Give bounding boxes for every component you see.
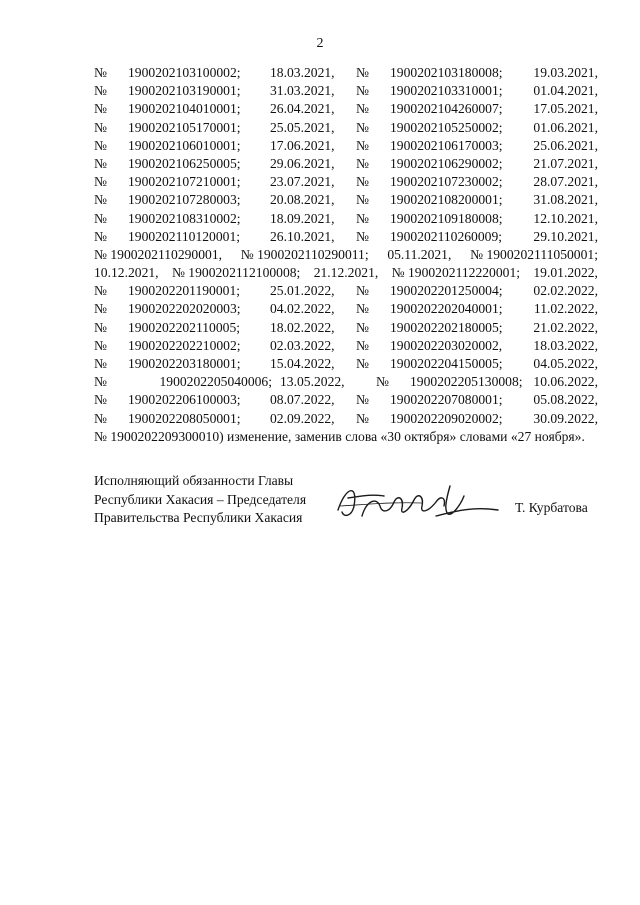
registry-row <box>94 337 598 355</box>
registry-date: 21.07.2021, <box>533 155 598 171</box>
registry-number: 1900202106250005; <box>128 155 241 171</box>
number-sign: № <box>94 101 107 117</box>
registry-number: 1900202106290002; <box>390 155 503 171</box>
registry-number: 1900202110120001; <box>128 228 241 244</box>
number-sign: № <box>356 283 369 299</box>
page-number: 2 <box>316 36 324 51</box>
registry-row <box>94 82 598 100</box>
registry-date: 01.06.2021, <box>533 119 598 135</box>
number-sign: № <box>94 374 107 390</box>
registry-number: 1900202103310001; <box>390 83 503 99</box>
registry-row <box>94 410 598 428</box>
registry-number: 1900202204150005; <box>390 356 503 371</box>
registry-number: 1900202203180001; <box>128 356 241 371</box>
registry-date: 12.10.2021, <box>533 210 598 226</box>
number-sign: № <box>356 83 369 99</box>
text-line-12 <box>94 264 598 282</box>
number-sign: № <box>94 337 107 353</box>
document-body <box>94 64 598 446</box>
registry-date: 31.03.2021, <box>270 83 335 99</box>
registry-date: 04.05.2022, <box>533 356 598 371</box>
number-sign: № <box>356 174 369 190</box>
number-sign: № <box>94 392 107 408</box>
registry-date: 02.02.2022, <box>533 283 598 299</box>
registry-date: 23.07.2021, <box>270 174 335 190</box>
registry-number: 1900202106170003; <box>390 137 503 153</box>
registry-row <box>94 373 598 391</box>
registry-row <box>94 173 598 191</box>
text-segment: 10.12.2021, <box>94 265 159 281</box>
registry-number: 1900202202180005; <box>390 319 503 335</box>
registry-number: 1900202104010001; <box>128 101 241 117</box>
registry-number: 1900202108310002; <box>128 210 241 226</box>
number-sign: № <box>356 356 369 371</box>
registry-number: 1900202106010001; <box>128 137 241 153</box>
number-sign: № <box>94 174 107 190</box>
text-segment: № 1900202110290011; <box>240 246 369 262</box>
registry-date: 25.01.2022, <box>270 283 335 299</box>
number-sign: № <box>356 228 369 244</box>
text-segment: № 1900202112100008; <box>171 265 301 281</box>
number-sign: № <box>94 356 107 371</box>
text-segment: № 1900202111050001; <box>470 246 598 262</box>
number-sign: № <box>94 155 107 171</box>
registry-number: 1900202202210002; <box>128 337 241 353</box>
registry-row <box>94 155 598 173</box>
number-sign: № <box>94 410 107 426</box>
registry-number: 1900202103180008; <box>390 65 503 80</box>
registry-number: 1900202209020002; <box>390 410 503 426</box>
number-sign: № <box>356 392 369 408</box>
number-sign: № <box>356 410 369 426</box>
number-sign: № <box>356 155 369 171</box>
registry-date: 18.02.2022, <box>270 319 335 335</box>
registry-date: 21.02.2022, <box>533 319 598 335</box>
text-segment: № 1900202112220001; <box>391 265 521 281</box>
registry-date: 26.04.2021, <box>270 101 335 117</box>
registry-number: 1900202105250002; <box>390 119 503 135</box>
registry-date: 19.03.2021, <box>533 65 598 80</box>
registry-row <box>94 228 598 246</box>
final-text-line: № 1900202209300010) изменение, заменив слова «30 октября» словами «27 ноября». <box>94 428 585 444</box>
text-segment: 21.12.2021, <box>313 265 379 281</box>
number-sign: № <box>94 137 107 153</box>
number-sign: № <box>356 192 369 208</box>
number-sign: № <box>94 119 107 135</box>
registry-number: 1900202201190001; <box>128 283 241 299</box>
registry-number: 1900202207080001; <box>390 392 503 408</box>
registry-row <box>94 137 598 155</box>
registry-number: 1900202202020003; <box>128 301 241 317</box>
text-segment: 19.01.2022, <box>533 265 598 281</box>
registry-date: 04.02.2022, <box>270 301 335 317</box>
number-sign: № <box>356 210 369 226</box>
registry-date: 08.07.2022, <box>270 392 335 408</box>
registry-date: 20.08.2021, <box>270 192 335 208</box>
registry-date: 13.05.2022, <box>280 374 345 390</box>
registry-list-c <box>94 391 598 427</box>
registry-row <box>94 119 598 137</box>
text-line-11 <box>94 246 598 264</box>
registry-date: 18.03.2021, <box>270 65 335 80</box>
registry-date: 30.09.2022, <box>533 410 598 426</box>
number-sign: № <box>356 301 369 317</box>
number-sign: № <box>376 374 389 390</box>
registry-row <box>94 64 598 82</box>
text-segment: № 1900202110290001, <box>94 246 223 262</box>
registry-number: 1900202206100003; <box>128 392 241 408</box>
number-sign: № <box>356 137 369 153</box>
number-sign: № <box>94 83 107 99</box>
registry-number: 1900202201250004; <box>390 283 503 299</box>
registry-row <box>94 391 598 409</box>
registry-date: 11.02.2022, <box>533 301 598 317</box>
registry-list-a <box>94 64 598 246</box>
registry-date: 02.09.2022, <box>270 410 335 426</box>
registry-date: 18.09.2021, <box>270 210 335 226</box>
number-sign: № <box>94 228 107 244</box>
registry-number: 1900202202110005; <box>128 319 241 335</box>
registry-date: 02.03.2022, <box>270 337 335 353</box>
text-segment: 05.11.2021, <box>387 246 452 262</box>
number-sign: № <box>94 210 107 226</box>
registry-number: 1900202108200001; <box>390 192 503 208</box>
registry-date: 29.06.2021, <box>270 155 335 171</box>
registry-date: 28.07.2021, <box>533 174 598 190</box>
registry-date: 01.04.2021, <box>533 83 598 99</box>
registry-date: 17.06.2021, <box>270 137 335 153</box>
registry-date: 29.10.2021, <box>533 228 598 244</box>
registry-row <box>94 100 598 118</box>
number-sign: № <box>356 65 369 80</box>
registry-number: 1900202103100002; <box>128 65 241 80</box>
registry-number: 1900202208050001; <box>128 410 241 426</box>
registry-row <box>94 355 598 373</box>
registry-number: 1900202107210001; <box>128 174 241 190</box>
registry-number: 1900202203020002, <box>390 337 503 353</box>
registry-date: 15.04.2022, <box>270 356 335 371</box>
registry-number: 1900202107280003; <box>128 192 241 208</box>
registry-number: 1900202110260009; <box>390 228 503 244</box>
registry-row <box>94 300 598 318</box>
registry-date: 05.08.2022, <box>533 392 598 408</box>
signer-title-line: Исполняющий обязанности Главы <box>94 473 294 488</box>
registry-number: 1900202107230002; <box>390 174 503 190</box>
registry-number: 1900202205040006; <box>159 374 272 390</box>
registry-date: 17.05.2021, <box>533 101 598 117</box>
registry-number: 1900202205130008; <box>410 374 523 390</box>
number-sign: № <box>356 101 369 117</box>
registry-number: 1900202104260007; <box>390 101 503 117</box>
number-sign: № <box>94 283 107 299</box>
registry-number: 1900202109180008; <box>390 210 503 226</box>
number-sign: № <box>356 319 369 335</box>
number-sign: № <box>356 119 369 135</box>
handwritten-signature <box>332 476 502 526</box>
signer-title-line: Правительства Республики Хакасия <box>94 510 303 525</box>
registry-date: 31.08.2021, <box>533 192 598 208</box>
registry-row <box>94 210 598 228</box>
registry-date: 25.05.2021, <box>270 119 335 135</box>
number-sign: № <box>94 301 107 317</box>
number-sign: № <box>94 65 107 80</box>
number-sign: № <box>94 319 107 335</box>
signer-title-block <box>94 472 306 528</box>
registry-row <box>94 191 598 209</box>
number-sign: № <box>356 337 369 353</box>
registry-date: 18.03.2022, <box>533 337 598 353</box>
registry-list-b <box>94 282 598 373</box>
registry-number: 1900202202040001; <box>390 301 503 317</box>
registry-date: 10.06.2022, <box>533 374 598 390</box>
registry-number: 1900202105170001; <box>128 119 241 135</box>
registry-date: 26.10.2021, <box>270 228 335 244</box>
signer-title-line: Республики Хакасия – Председателя <box>94 491 307 507</box>
registry-row <box>94 319 598 337</box>
number-sign: № <box>94 192 107 208</box>
registry-row <box>94 282 598 300</box>
signer-name: Т. Курбатова <box>515 500 588 515</box>
registry-date: 25.06.2021, <box>533 137 598 153</box>
registry-number: 1900202103190001; <box>128 83 241 99</box>
